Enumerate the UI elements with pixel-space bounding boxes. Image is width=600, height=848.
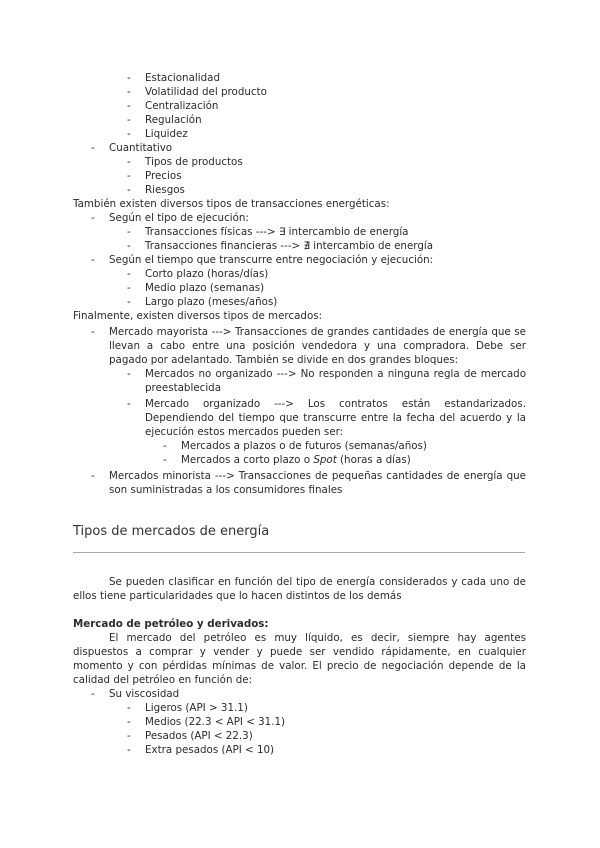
dash: - [127, 86, 131, 98]
list-item: Medios (22.3 < API < 31.1) [145, 716, 286, 728]
dash: - [127, 226, 131, 238]
dash: - [163, 440, 167, 452]
list-item: Corto plazo (horas/días) [145, 268, 269, 280]
spot-prefix: Mercados a corto plazo o [181, 454, 314, 466]
dash: - [91, 142, 95, 154]
list-item: Precios [145, 170, 182, 182]
dash: - [127, 398, 131, 410]
list-item-no-organizado: Mercados no organizado ---> No responden a ninguna regla de mercado preestablecida [145, 368, 526, 394]
heading-rule [73, 552, 525, 553]
list-item: Tipos de productos [145, 156, 243, 168]
dash: - [127, 282, 131, 294]
dash: - [127, 72, 131, 84]
list-item: Según el tipo de ejecución: [109, 212, 249, 224]
subheading-petroleo: Mercado de petróleo y derivados: [73, 618, 269, 630]
dash: - [127, 240, 131, 252]
dash: - [127, 730, 131, 742]
list-item: Liquidez [145, 128, 188, 140]
dash: - [127, 184, 131, 196]
dash: - [163, 454, 167, 466]
list-item-organizado: Mercado organizado ---> Los contratos están estandarizados. Dependiendo del tiempo que transcurre entre la fecha del acuerdo y la ejecución estos mercados pueden ser: [145, 398, 526, 438]
list-item: Volatilidad del producto [145, 86, 267, 98]
paragraph: También existen diversos tipos de transacciones energéticas: [73, 198, 390, 210]
list-item: Medio plazo (semanas) [145, 282, 265, 294]
list-item: Cuantitativo [109, 142, 173, 154]
list-item: Su viscosidad [109, 688, 180, 700]
list-item: Transacciones financieras ---> ∄ intercambio de energía [145, 240, 434, 252]
dash: - [127, 702, 131, 714]
spot-suffix: (horas a días) [336, 454, 411, 466]
dash: - [91, 212, 95, 224]
list-item-minorista: Mercados minorista ---> Transacciones de pequeñas cantidades de energía que son suministradas a los consumidores finales [109, 470, 526, 496]
list-item: Centralización [145, 100, 219, 112]
paragraph-clasificar: Se pueden clasificar en función del tipo de energía considerados y cada uno de ellos tiene particularidades que lo hacen distintos de los demás [73, 576, 526, 602]
dash: - [127, 100, 131, 112]
dash: - [127, 114, 131, 126]
dash: - [127, 156, 131, 168]
paragraph-petroleo: El mercado del petróleo es muy líquido, es decir, siempre hay agentes dispuestos a comprar y vender y puede ser vendido rápidamente, en cualquier momento y con pérdidas mínimas de valor. El precio de negociación depende de la calidad del petróleo en función de: [73, 632, 526, 686]
list-item: Según el tiempo que transcurre entre negociación y ejecución: [109, 254, 434, 266]
dash: - [127, 296, 131, 308]
list-item: Transacciones físicas ---> ∃ intercambio de energía [145, 226, 409, 238]
dash: - [91, 470, 95, 482]
dash: - [127, 744, 131, 756]
dash: - [127, 368, 131, 380]
list-item-mayorista: Mercado mayorista ---> Transacciones de grandes cantidades de energía que se llevan a cabo entre una posición vendedora y una compradora. Debe ser pagado por adelantado. También se divide en dos grandes bloques: [109, 326, 526, 366]
list-item: Extra pesados (API < 10) [145, 744, 275, 756]
section-heading: Tipos de mercados de energía [73, 524, 270, 539]
list-item: Mercados a plazos o de futuros (semanas/años) [181, 440, 427, 452]
dash: - [91, 254, 95, 266]
list-item: Riesgos [145, 184, 185, 196]
dash: - [127, 170, 131, 182]
list-item: Estacionalidad [145, 72, 220, 84]
dash: - [127, 268, 131, 280]
list-item: Largo plazo (meses/años) [145, 296, 278, 308]
list-item: Pesados (API < 22.3) [145, 730, 253, 742]
paragraph: Finalmente, existen diversos tipos de mercados: [73, 310, 323, 322]
spot-word: Spot [313, 454, 337, 466]
dash: - [91, 326, 95, 338]
dash: - [127, 716, 131, 728]
list-item-spot [181, 453, 411, 467]
dash: - [91, 688, 95, 700]
list-item: Regulación [145, 114, 202, 126]
dash: - [127, 128, 131, 140]
list-item: Ligeros (API > 31.1) [145, 702, 248, 714]
